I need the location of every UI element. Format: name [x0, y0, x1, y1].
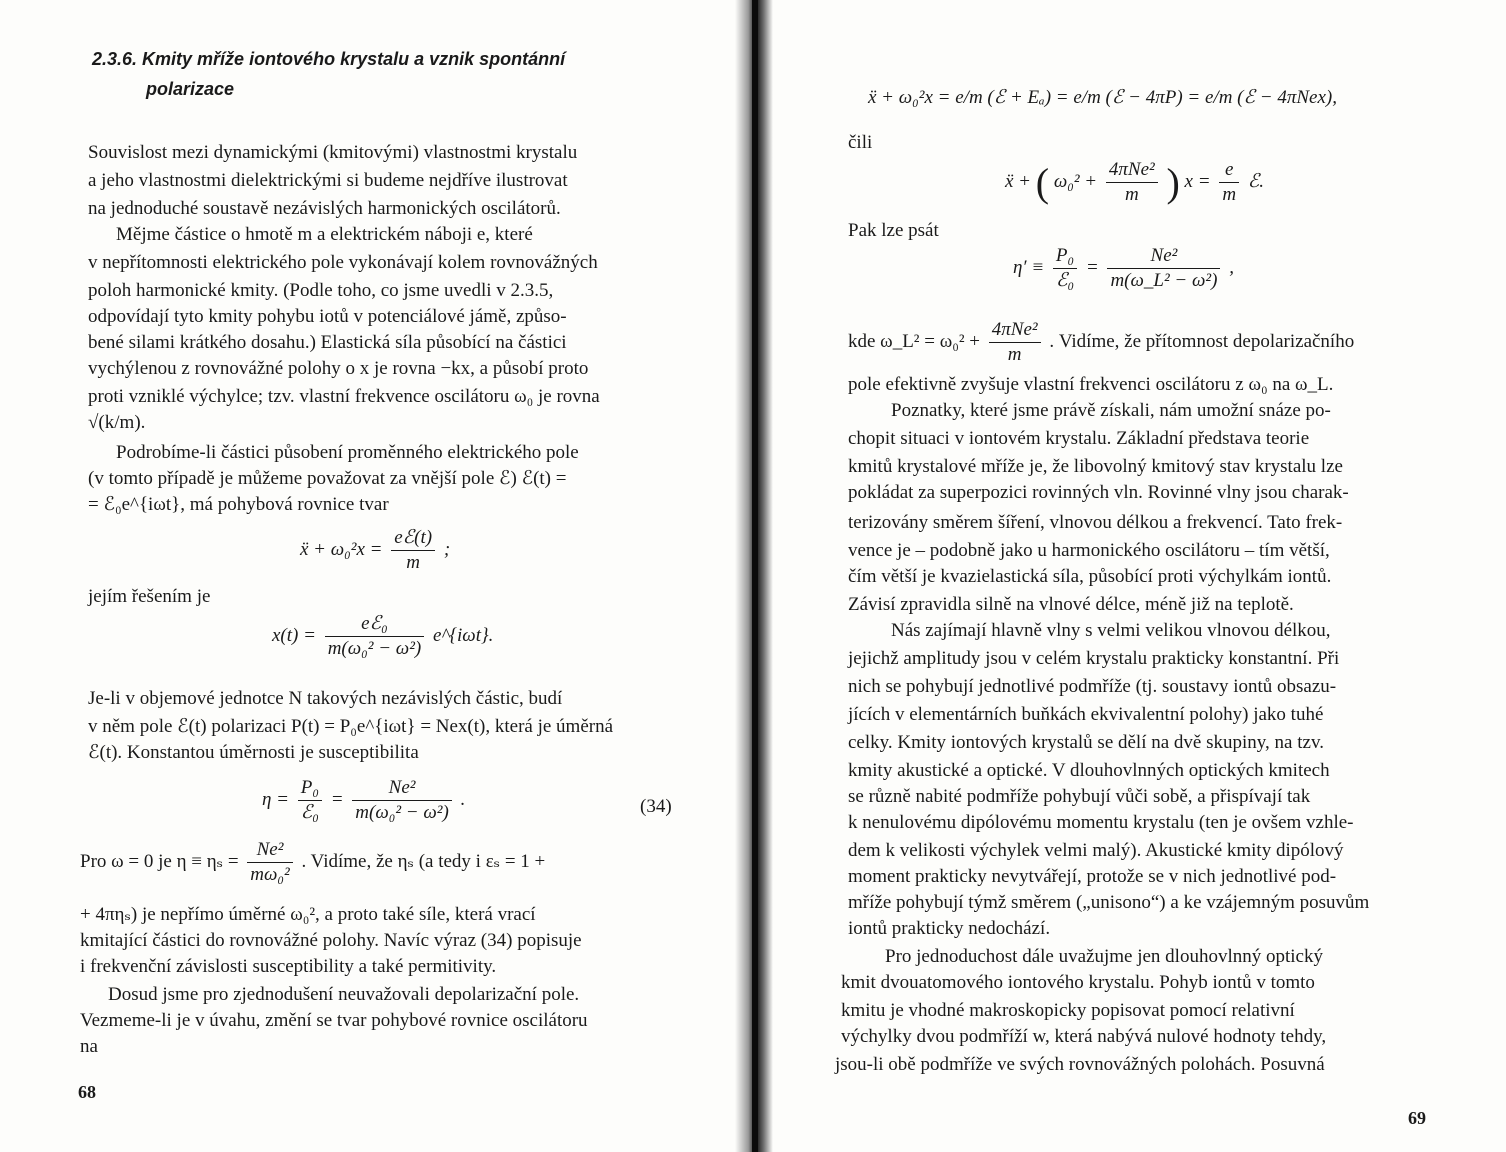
eq3-num2: Ne²: [352, 776, 452, 801]
left-p4-line1: Je-li v objemové jednotce N takových nezávislých částic, budí: [88, 688, 563, 709]
left-p1-line1: Souvislost mezi dynamickými (kmitovými) vlastnostmi krystalu: [88, 142, 578, 163]
right-p3-line1: Nás zajímají hlavně vlny s velmi velikou vlnovou délkou,: [891, 620, 1331, 641]
eq5-lhs: ẍ +: [1005, 170, 1032, 192]
cili-word: čili: [848, 132, 873, 153]
eq1-tail: ;: [443, 538, 451, 560]
eq3-mid: =: [330, 788, 344, 810]
right-p2-line2: chopit situaci v iontovém krystalu. Základní představa teorie: [848, 428, 1310, 449]
right-page: [773, 0, 1506, 1152]
eq3-lhs: η =: [262, 788, 289, 810]
eq6-den1: ℰ₀: [1055, 270, 1075, 291]
equation-depolarization: ẍ + ω₀²x = e/m (ℰ + Eₐ) = e/m (ℰ − 4πP) = e/m (ℰ − 4πNex),: [868, 87, 1337, 108]
right-p3-line12: iontů prakticky nedochází.: [848, 918, 1051, 939]
left-p2-line4: odpovídají tyto kmity pohybu iotů v potenciálové jámě, způso-: [88, 306, 567, 327]
right-p4-line2: kmit dvouatomového iontového krystalu. Pohyb iontů v tomto: [841, 972, 1315, 993]
p5-line1-b: . Vidíme, že ηₛ (a tedy i εₛ = 1 +: [301, 850, 546, 872]
equation-number-34: (34): [640, 796, 672, 817]
kde-den: m: [1007, 344, 1022, 365]
left-p3-line1: Podrobíme-li částici působení proměnného elektrického pole: [116, 442, 579, 463]
equation-solution: [272, 612, 493, 661]
eq2-den: m(ω₀² − ω²): [327, 638, 422, 659]
equation-motion: [300, 526, 450, 575]
left-p2-line5: bené silami krátkého dosahu.) Elastická síla působící na částici: [88, 332, 567, 353]
eq1-num: eℰ(t): [391, 526, 435, 551]
eq6-num1: P₀: [1053, 244, 1077, 269]
right-p2-line6: vence je – podobně jako u harmonického oscilátoru – tím větší,: [848, 540, 1330, 561]
left-p6-line3: na: [80, 1036, 98, 1057]
kde-a: kde ω_L² = ω₀² +: [848, 330, 980, 352]
eq5-inner-den: m: [1124, 184, 1139, 205]
kde-line: [848, 318, 1354, 367]
right-p4-line5: jsou-li obě podmříže ve svých rovnovážných polohách. Posuvná: [835, 1054, 1325, 1075]
eq3-den2: m(ω₀² − ω²): [355, 802, 449, 823]
right-p2-line4: pokládat za superpozici rovinných vln. Rovinné vlny jsou charak-: [848, 482, 1349, 503]
eq5-paren-close: ): [1166, 160, 1180, 205]
left-p1-line3: na jednoduché soustavě nezávislých harmonických oscilátorů.: [88, 198, 561, 219]
eq6-den2: m(ω_L² − ω²): [1110, 270, 1218, 291]
left-p3-line2: (v tomto případě je můžeme považovat za vnější pole ℰ) ℰ(t) =: [88, 468, 567, 489]
left-p6-line1: Dosud jsme pro zjednodušení neuvažovali depolarizační pole.: [108, 984, 580, 1005]
page-number-right: 69: [1408, 1108, 1426, 1128]
section-heading-line1: 2.3.6. Kmity mříže iontového krystalu a vznik spontánní: [92, 49, 566, 69]
eq5-paren-open: (: [1035, 160, 1050, 205]
right-p3-line6: kmity akustické a optické. V dlouhovlnných optických kmitech: [848, 760, 1330, 781]
left-p2-line2: v nepřítomnosti elektrického pole vykonávají kolem rovnovážných: [88, 252, 598, 273]
right-p2-line8: Závisí zpravidla silně na vlnové délce, méně již na teplotě.: [848, 594, 1294, 615]
right-p3-line8: k nenulovému dipólovému momentu krystalu (ten je ovšem vzhle-: [848, 812, 1354, 833]
left-p2-line6: vychýlenou z rovnovážné polohy o x je rovna −kx, a působí proto: [88, 358, 589, 379]
left-p2-line7: proti vzniklé výchylce; tzv. vlastní frekvence oscilátoru ω₀ je rovna: [88, 386, 600, 407]
eq2-num: eℰ₀: [325, 612, 425, 637]
left-p6-line2: Vezmeme-li je v úvahu, změní se tvar pohybové rovnice oscilátoru: [80, 1010, 588, 1031]
eq1-lhs: ẍ + ω₀²x =: [300, 538, 383, 560]
left-p2-line8: √(k/m).: [88, 412, 146, 433]
right-p2-line3: kmitů krystalové mříže je, že libovolný kmitový stav krystalu lze: [848, 456, 1343, 477]
right-p3-line5: celky. Kmity iontových krystalů se dělí na dvě skupiny, na tzv.: [848, 732, 1324, 753]
p5-line1-a: Pro ω = 0 je η ≡ ηₛ =: [80, 850, 239, 872]
left-p2-line1: Mějme částice o hmotě m a elektrickém náboji e, které: [116, 224, 533, 245]
right-p2-line5: terizovány směrem šíření, vlnovou délkou a frekvencí. Tato frek-: [848, 512, 1343, 533]
right-p3-line11: mříže pohybují týmž směrem („unisono“) a ke vzájemným posuvům: [848, 892, 1370, 913]
right-p4-line1: Pro jednoduchost dále uvažujme jen dlouhovlnný optický: [885, 946, 1323, 967]
left-p2-line3: poloh harmonické kmity. (Podle toho, co jsme uvedli v 2.3.5,: [88, 280, 554, 301]
left-p1-line2: a jeho vlastnostmi dielektrickými si budeme nejdříve ilustrovat: [88, 170, 568, 191]
solution-intro: jejím řešením je: [88, 586, 211, 607]
left-page: [0, 0, 735, 1152]
left-p4-line3: ℰ(t). Konstantou úměrnosti je susceptibilita: [88, 742, 419, 763]
left-p5-line2: + 4πηₛ) je nepřímo úměrné ω₀², a proto také síle, která vrací: [80, 904, 536, 925]
eq3-den1: ℰ₀: [300, 802, 319, 823]
right-p3-line4: jících v elementárních buňkách ekvivalentní polohy) jako tuhé: [848, 704, 1324, 725]
eq5-rhs-a: x =: [1184, 170, 1211, 192]
left-p5-line4: i frekvenční závislosti susceptibility a také permitivity.: [80, 956, 497, 977]
eq3-tail: .: [460, 788, 466, 810]
left-p5-line3: kmitající částici do rovnovážné polohy. Navíc výraz (34) popisuje: [80, 930, 582, 951]
eq5-rhs-num: e: [1219, 158, 1239, 183]
right-p3-line3: nich se pohybují jednotlivé podmříže (tj. soustavy iontů obsazu-: [848, 676, 1337, 697]
eq5-rhs-b: ℰ.: [1247, 170, 1265, 192]
right-p1-line1: pole efektivně zvyšuje vlastní frekvenci oscilátoru z ω₀ na ω_L.: [848, 374, 1334, 395]
eq2-tail: e^{iωt}.: [432, 624, 494, 646]
left-p4-line2: v něm pole ℰ(t) polarizaci P(t) = P₀e^{iωt} = Nex(t), která je úměrná: [88, 716, 614, 737]
right-p3-line9: dem k velikosti výchylek velmi malý). Akustické kmity dipólový: [848, 840, 1344, 861]
eq5-inner-num: 4πNe²: [1106, 158, 1158, 183]
left-p5-line1: [80, 838, 545, 887]
right-p2-line7: čím větší je kvazielastická síla, působící proti výchylkám iontů.: [848, 566, 1332, 587]
kde-num: 4πNe²: [989, 318, 1041, 343]
equation-effective: [1005, 158, 1264, 207]
right-p3-line2: jejichž amplitudy jsou v celém krystalu prakticky konstantní. Při: [848, 648, 1340, 669]
eq2-lhs: x(t) =: [272, 624, 316, 646]
right-p3-line10: moment prakticky nevytvářejí, protože se v nich jednotlivé pod-: [848, 866, 1337, 887]
eq5-rhs-den: m: [1222, 184, 1237, 205]
eq6-tail: ,: [1229, 256, 1234, 278]
right-p3-line7: se různě nabité podmříže pohybují vůči sobě, a přispívají tak: [848, 786, 1311, 807]
p5-frac-num: Ne²: [247, 838, 292, 863]
equation-susceptibility: [262, 776, 465, 825]
equation-eta-prime: [1013, 244, 1234, 293]
right-p4-line4: výchylky dvou podmříží w, která nabývá nulové hodnoty tehdy,: [841, 1026, 1327, 1047]
eq6-num2: Ne²: [1107, 244, 1220, 269]
kde-b: . Vidíme, že přítomnost depolarizačního: [1049, 330, 1355, 352]
p5-frac-den: mω₀²: [250, 864, 290, 885]
eq6-lhs: η′ ≡: [1013, 256, 1045, 278]
right-p2-line1: Poznatky, které jsme právě získali, nám umožní snáze po-: [891, 400, 1331, 421]
book-fold-shadow: [752, 0, 758, 1152]
section-heading-line2: polarizace: [146, 79, 235, 99]
eq5-inner-a: ω₀² +: [1053, 170, 1098, 192]
left-p3-line3: = ℰ₀e^{iωt}, má pohybová rovnice tvar: [88, 494, 389, 515]
right-p4-line3: kmitu je vhodné makroskopicky popisovat pomocí relativní: [841, 1000, 1295, 1021]
eq6-mid: =: [1085, 256, 1099, 278]
page-number-left: 68: [78, 1082, 96, 1102]
pak-text: Pak lze psát: [848, 220, 939, 241]
eq1-den: m: [406, 552, 421, 573]
eq3-num1: P₀: [298, 776, 322, 801]
